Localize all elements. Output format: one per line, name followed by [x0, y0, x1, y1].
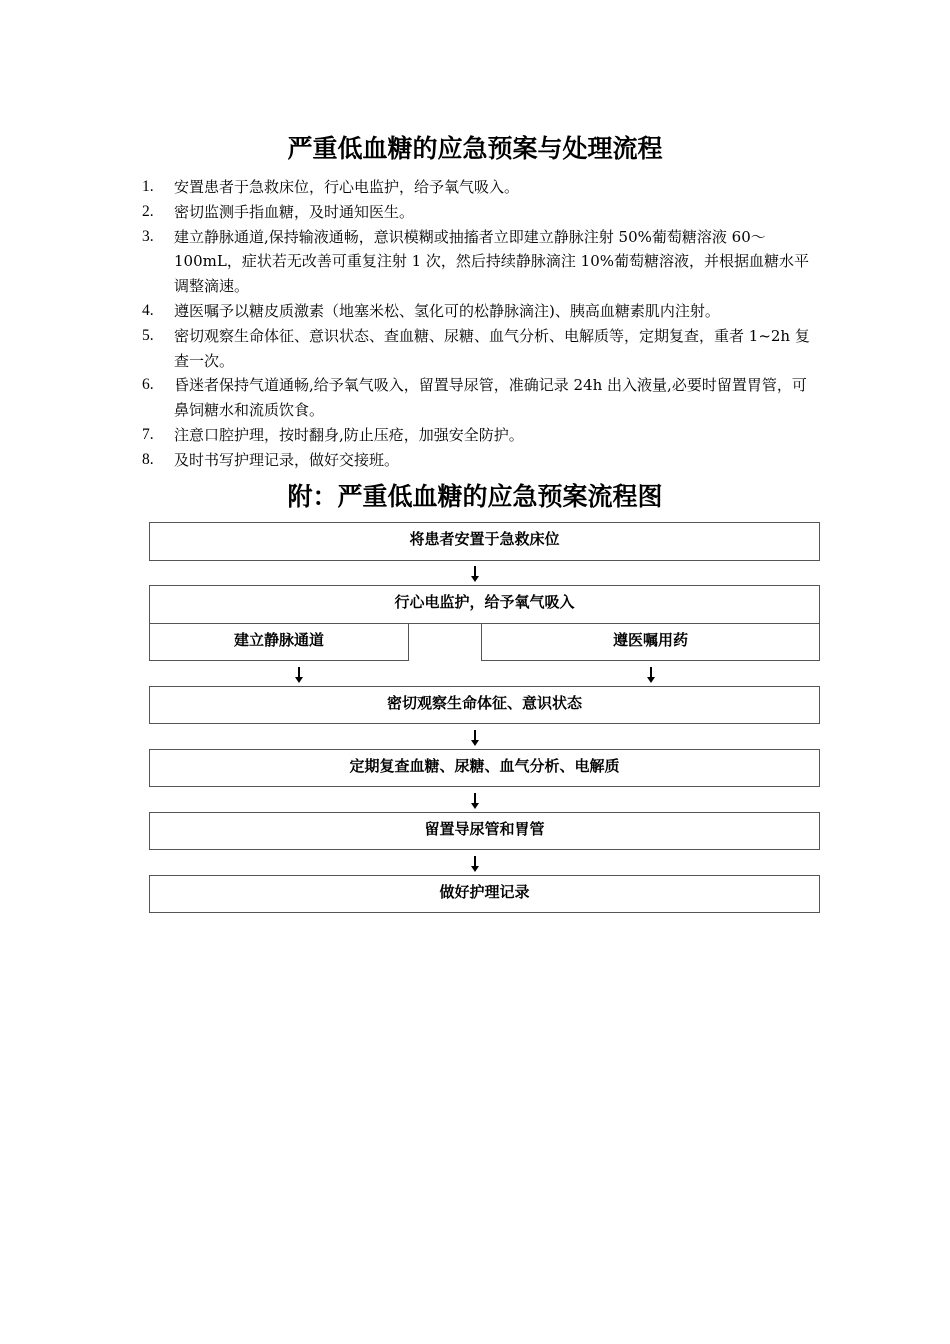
- flow-box-observe: 密切观察生命体征、意识状态: [149, 686, 820, 724]
- flow-box-recheck: 定期复查血糖、尿糖、血气分析、电解质: [149, 749, 820, 787]
- flow-box-monitor: 行心电监护，给予氧气吸入: [149, 585, 820, 624]
- step-number: 3.: [142, 227, 154, 245]
- step-item: [0, 175, 810, 200]
- step-number: 4.: [142, 301, 154, 319]
- step-text: 及时书写护理记录，做好交接班。: [174, 450, 400, 469]
- step-item: [0, 299, 810, 324]
- step-item: [0, 200, 810, 225]
- step-number: 6.: [142, 376, 154, 394]
- step-text: 密切监测手指血糖，及时通知医生。: [174, 202, 415, 221]
- step-number: 1.: [142, 178, 154, 195]
- step-number: 5.: [142, 326, 154, 344]
- step-number: 8.: [142, 450, 154, 468]
- arrow-down-icon: [474, 566, 476, 578]
- step-text: 安置患者于急救床位，行心电监护，给予氧气吸入。: [174, 178, 520, 196]
- arrow-down-icon: [298, 667, 300, 679]
- flow-box-iv-access: 建立静脉通道: [149, 623, 409, 661]
- procedure-steps: [0, 175, 950, 473]
- step-text: 遵医嘱予以糖皮质激素（地塞米松、氢化可的松静脉滴注)、胰高血糖素肌内注射。: [174, 301, 720, 320]
- page-title: 严重低血糖的应急预案与处理流程: [287, 134, 663, 163]
- flow-box-records: 做好护理记录: [149, 875, 820, 913]
- step-item: [0, 448, 810, 473]
- step-number: 2.: [142, 202, 154, 220]
- step-item: [0, 324, 810, 374]
- step-item: [0, 423, 810, 448]
- arrow-down-icon: [474, 856, 476, 868]
- step-number: 7.: [142, 425, 154, 443]
- arrow-down-icon: [650, 667, 652, 679]
- flow-box-catheter: 留置导尿管和胃管: [149, 812, 820, 850]
- flow-box-bed: 将患者安置于急救床位: [149, 522, 820, 561]
- flow-box-medication: 遵医嘱用药: [481, 623, 820, 661]
- step-item: [0, 225, 810, 299]
- step-text: 昏迷者保持气道通畅,给予氧气吸入，留置导尿管，准确记录 24h 出入液量,必要时留置胃管，可鼻饲糖水和流质饮食。: [174, 376, 807, 420]
- step-item: [0, 373, 810, 423]
- flowchart-title: 附：严重低血糖的应急预案流程图: [287, 482, 663, 511]
- arrow-down-icon: [474, 793, 476, 805]
- arrow-down-icon: [474, 730, 476, 742]
- step-text: 密切观察生命体征、意识状态、查血糖、尿糖、血气分析、电解质等，定期复查，重者 1~2h 复查一次。: [174, 326, 810, 370]
- step-text: 建立静脉通道,保持输液通畅，意识模糊或抽搐者立即建立静脉注射 50%葡萄糖溶液 60～100mL，症状若无改善可重复注射 1 次，然后持续静脉滴注 10%葡萄糖溶液，并根据血糖水平调整滴速。: [174, 227, 810, 296]
- step-text: 注意口腔护理，按时翻身,防止压疮，加强安全防护。: [174, 425, 524, 444]
